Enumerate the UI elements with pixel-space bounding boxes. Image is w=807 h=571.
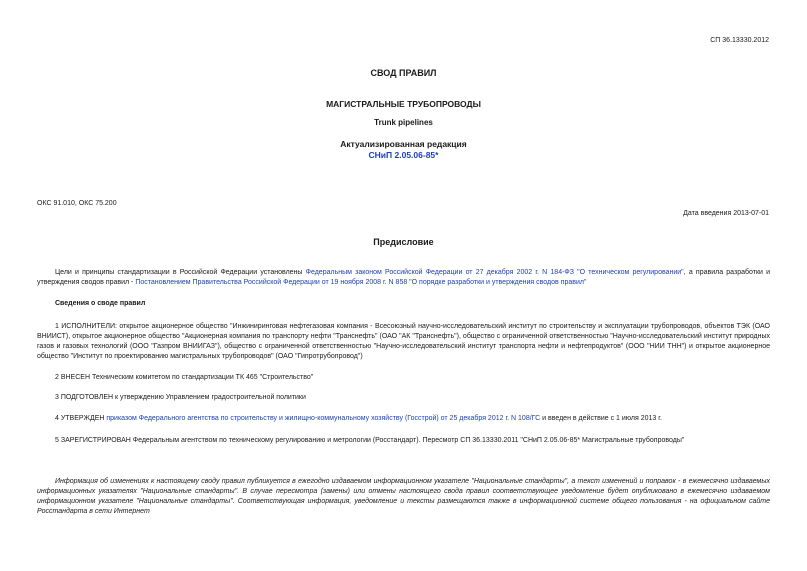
info-heading: Сведения о своде правил [55,300,146,307]
document-code: СП 36.13330.2012 [710,37,769,44]
item-3: 3 ПОДГОТОВЛЕН к утверждению Управлением градостроительной политики [55,394,306,401]
item-2: 2 ВНЕСЕН Техническим комитетом по стандартизации ТК 465 "Строительство" [55,374,314,381]
item-1 [37,322,770,362]
document-title: МАГИСТРАЛЬНЫЕ ТРУБОПРОВОДЫ [326,99,481,109]
edition-label: Актуализированная редакция [340,139,467,149]
government-decree-link[interactable]: Постановлением Правительства Российской Федерации от 19 ноября 2008 г. N 858 "О порядке разработки и утверждения сводов правил" [135,279,587,286]
intro-paragraph [37,268,770,288]
gosstroy-order-link[interactable]: приказом Федерального агентства по строительству и жилищно-коммунальному хозяйству (Госстрой) от 25 декабря 2012 г. N 108/ГС [106,415,541,422]
intro-text-1: Цели и принципы стандартизации в Российской Федерации установлены [55,269,306,276]
intro-text-2: , а правила разработки и утверждения сводов правил - [37,269,771,286]
item-1-text: открытое акционерное общество "Инжиниринговая нефтегазовая компания - Всесоюзный научно-исследовательский институт по строительству и эксплуатации трубопроводов, объектов ТЭК (ОАО ВНИИСТ), открытое акционерное общество "Акционерная компания по транспорту нефти "Транснефть" (ОАО "АК "Транснефть"), общество с ограниченной ответственностью "Научно-исследовательский институт природных газов и газовых технологий (ООО "Газпром ВНИИГАЗ"), общество с ограниченной ответственностью "Научно-исследовательский институт транспорта нефти и нефтепродуктов" (ООО "НИИ ТНН") и открытое акционерное общество "Институт по проектированию магистральных трубопроводов" (ОАО "Гипротрубопровод") [37,323,770,360]
changes-note: Информация об изменениях к настоящему своду правил публикуется в ежегодно издаваемом информационном указателе "Национальные стандарты", а текст изменений и поправок - в ежемесячно издаваемых информационных указателях "Национальные стандарты". В случае пересмотра (замены) или отмены настоящего свода правил соответствующее уведомление будет опубликовано в ежемесячно издаваемом информационном указателе "Национальные стандарты". Соответствующая информация, уведомление и тексты размещаются также в информационной системе общего пользования - на официальном сайте Росстандарта в сети Интернет [37,478,770,515]
item-4 [37,414,770,424]
item-4-text-2: и введен в действие с 1 июля 2013 г. [540,415,662,422]
federal-law-link[interactable]: Федеральным законом Российской Федерации от 27 декабря 2002 г. N 184-ФЗ "О техническом регулировании" [305,269,684,276]
snip-link[interactable]: СНиП 2.05.06-85* [368,150,439,160]
effective-date: Дата введения 2013-07-01 [683,210,769,217]
item-1-label: 1 ИСПОЛНИТЕЛИ: [55,323,117,330]
preface-heading: Предисловие [373,237,434,247]
rules-title: СВОД ПРАВИЛ [370,68,437,78]
item-5: 5 ЗАРЕГИСТРИРОВАН Федеральным агентством по техническому регулированию и метрологии (Росстандарт). Пересмотр СП 36.13330.2011 "СНиП 2.05.06-85* Магистральные трубопроводы" [55,437,685,444]
document-title-en: Trunk pipelines [374,118,433,127]
oks-codes: ОКС 91.010, ОКС 75.200 [37,200,117,207]
item-4-text-1: 4 УТВЕРЖДЕН [55,415,107,422]
